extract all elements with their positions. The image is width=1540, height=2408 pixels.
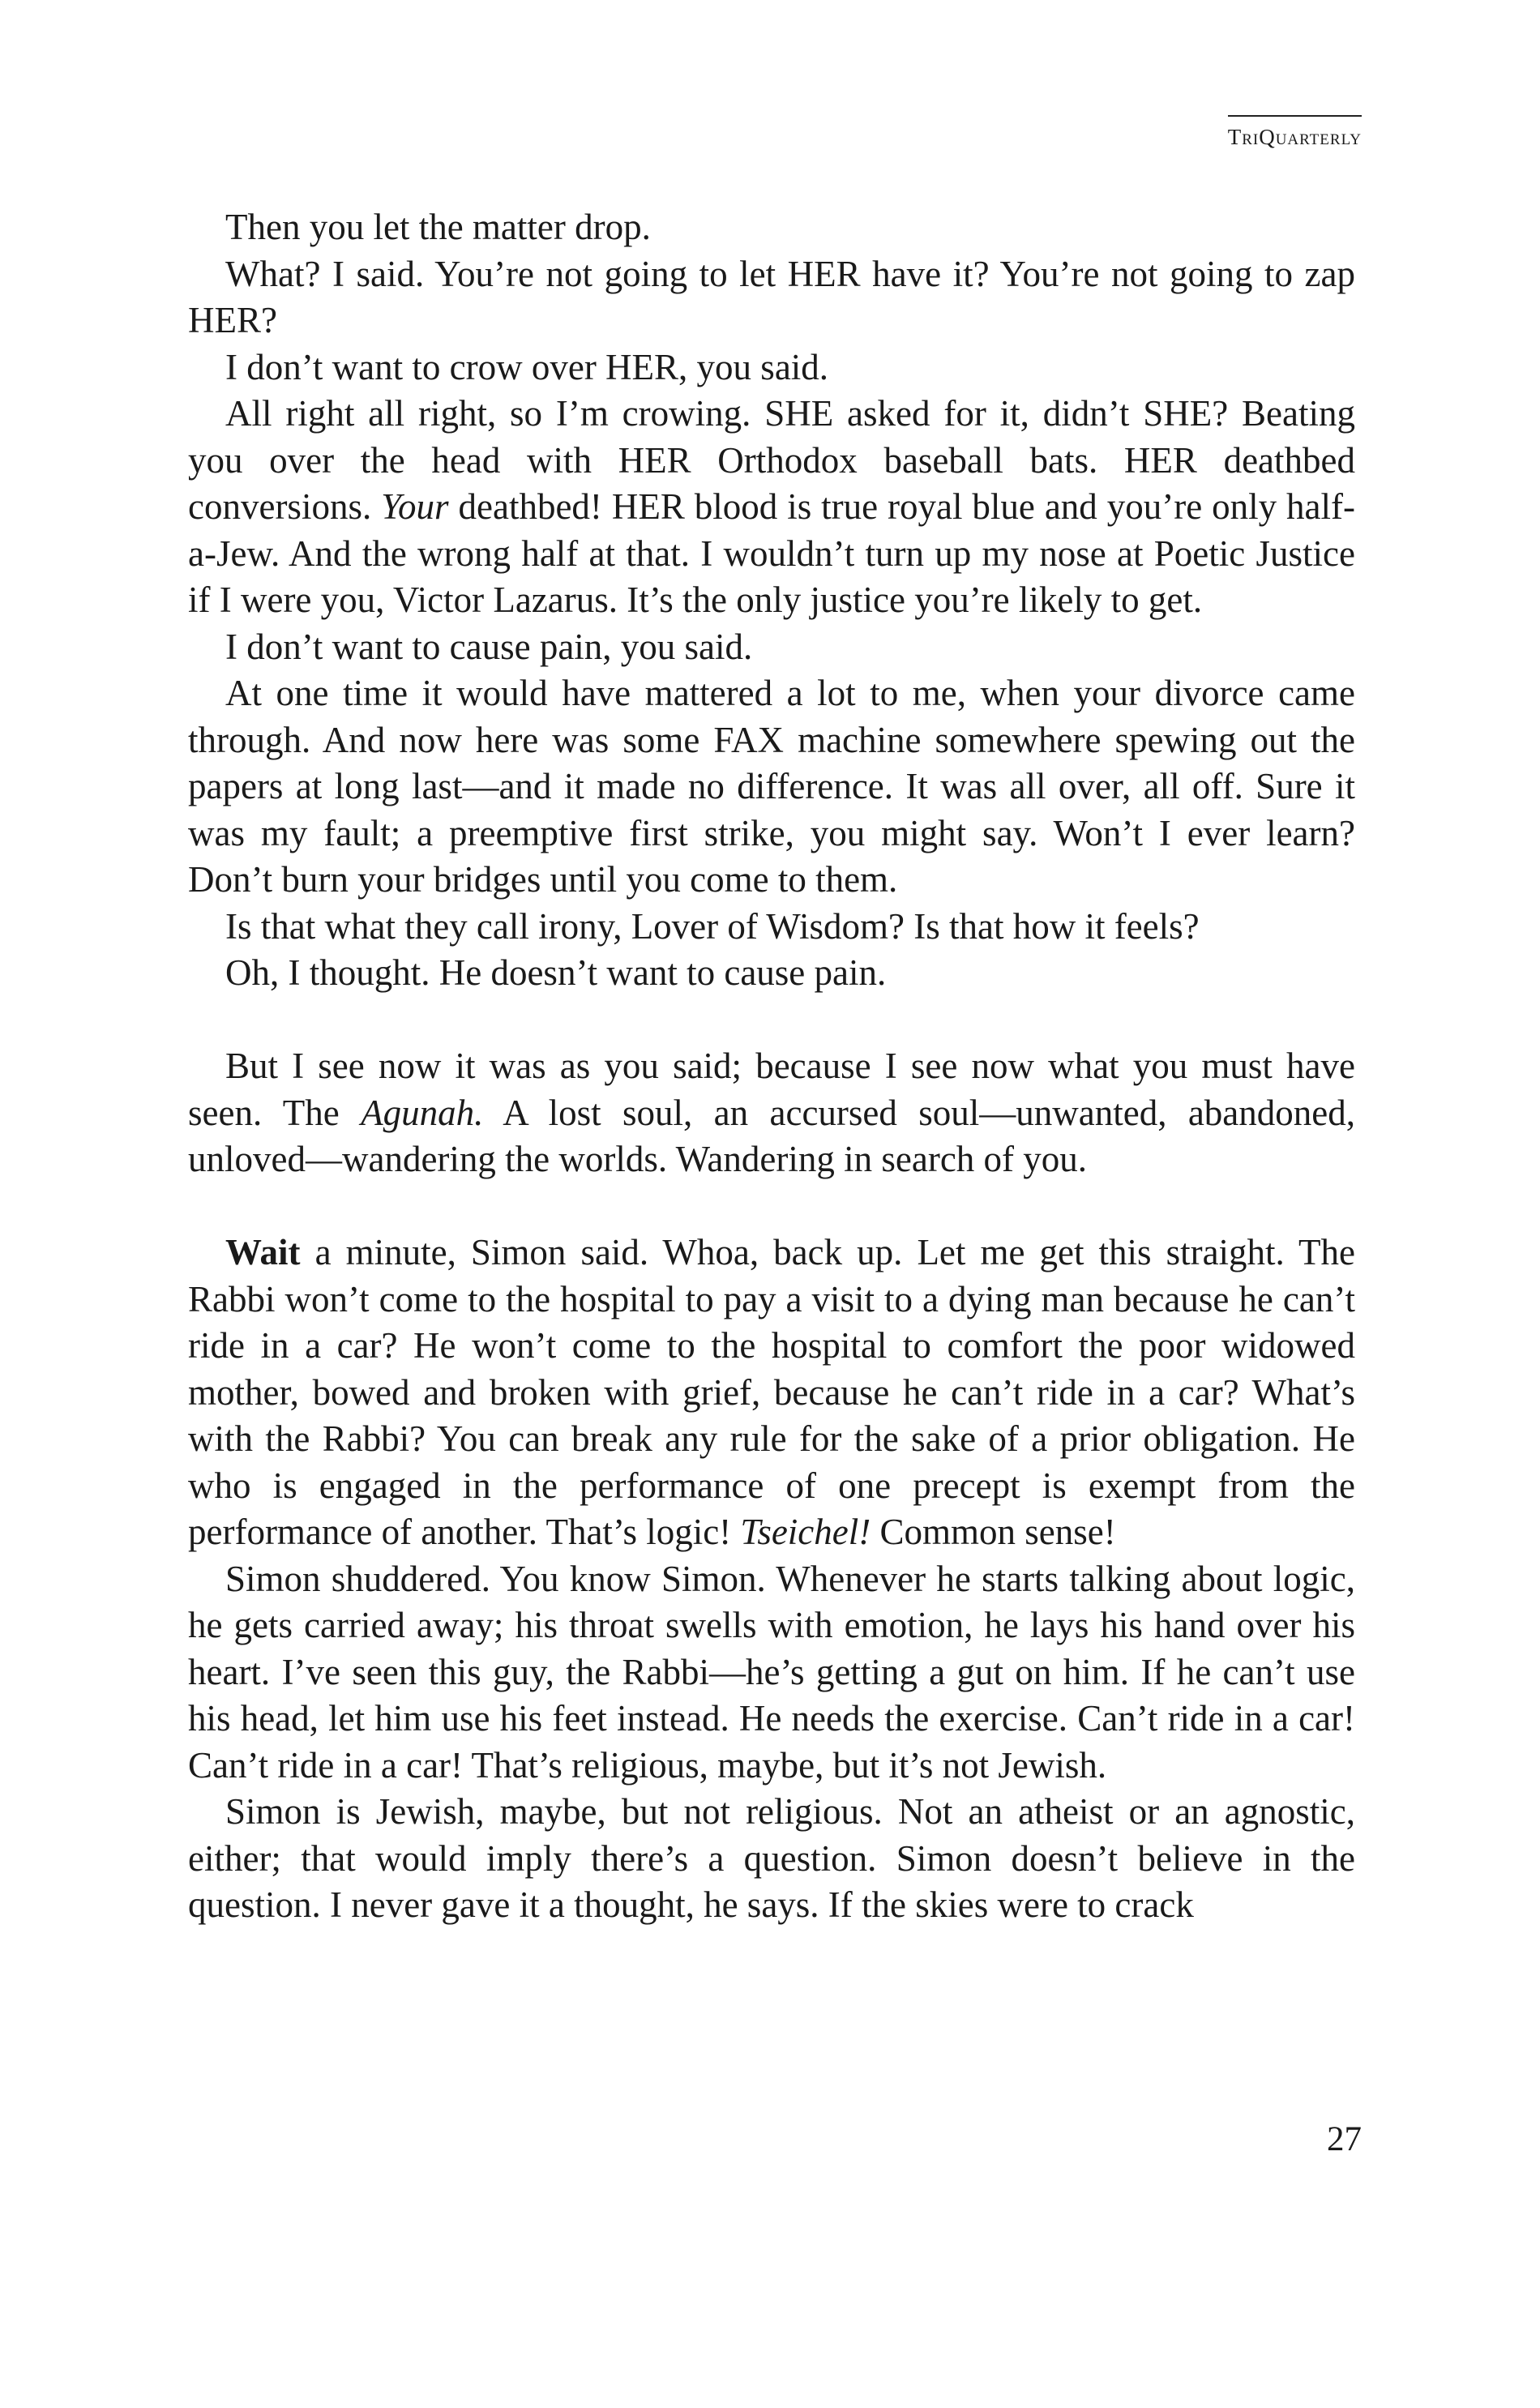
page-number: 27 <box>1327 2120 1362 2158</box>
italic-run: Agunah. <box>361 1092 484 1133</box>
paragraph: Then you let the matter drop. <box>225 207 651 247</box>
lead-word: Wait <box>225 1232 301 1272</box>
section-break <box>188 997 1355 1044</box>
section-break <box>188 1183 1355 1230</box>
paragraph: Is that what they call irony, Lover of Wisdom? Is that how it feels? <box>225 905 1200 947</box>
text-run: a minute, Simon said. Whoa, back up. Let me get this straight. The Rabbi won’t come to the hospital to pay a visit to a dying man because he can’t ride in a car? He won’t come to the hospital to comfort the poor widowed mother, bowed and broken with grief, because he can’t ride in a car? What’s with the Rabbi? You can break any rule for the sake of a prior obligation. He who is engaged in the performance of one precept is exempt from the performance of another. That’s logic! <box>188 1232 1355 1552</box>
paragraph: What? I said. You’re not going to let HER have it? You’re not going to zap HER? <box>188 253 1355 340</box>
italic-run: Your <box>381 486 449 527</box>
text-run: deathbed! HER blood is true royal blue and you’re only half-a-Jew. And the wrong half at that. I wouldn’t turn up my nose at Poetic Justice if I were you, Victor Lazarus. It’s the only justice you’re likely to get. <box>188 486 1355 620</box>
paragraph: Simon is Jewish, maybe, but not religious. Not an atheist or an agnostic, either; that would imply there’s a question. Simon doesn’t believe in the question. I never gave it a thought, he says. If the skies were to crack <box>188 1791 1355 1925</box>
paragraph <box>188 391 1355 624</box>
text-run: All right all right, so I’m crowing. SHE asked for it, didn’t SHE? Beating you over the head with HER Orthodox baseball bats. HER deathbed conversions. <box>188 393 1355 527</box>
text-run: Common sense! <box>871 1512 1116 1552</box>
italic-run: Tseichel! <box>740 1512 871 1552</box>
paragraph: Oh, I thought. He doesn’t want to cause pain. <box>225 952 887 993</box>
paragraph: I don’t want to crow over HER, you said. <box>225 346 829 387</box>
text-run: A lost soul, an accursed soul—unwanted, abandoned, unloved—wandering the worlds. Wandering in search of you. <box>188 1092 1356 1179</box>
paragraph: I don’t want to cause pain, you said. <box>225 626 753 667</box>
paragraph <box>188 1230 1355 1556</box>
paragraph <box>188 1043 1355 1183</box>
running-head: TriQuarterly <box>1228 115 1362 150</box>
paragraph: Simon shuddered. You know Simon. Whenever he starts talking about logic, he gets carried away; his throat swells with emotion, he lays his hand over his heart. I’ve seen this guy, the Rabbi—he’s getting a gut on him. If he can’t use his head, let him use his feet instead. He needs the exercise. Can’t ride in a car! Can’t ride in a car! That’s religious, maybe, but it’s not Jewish. <box>188 1558 1355 1786</box>
body-text <box>188 204 1355 1929</box>
text-run: But I see now it was as you said; because I see now what you must have seen. The <box>188 1046 1355 1133</box>
paragraph: At one time it would have mattered a lot to me, when your divorce came through. And now here was some FAX machine somewhere spewing out the papers at long last—and it made no difference. It was all over, all off. Sure it was my fault; a preemptive first strike, you might say. Won’t I ever learn? Don’t burn your bridges until you come to them. <box>188 673 1355 900</box>
